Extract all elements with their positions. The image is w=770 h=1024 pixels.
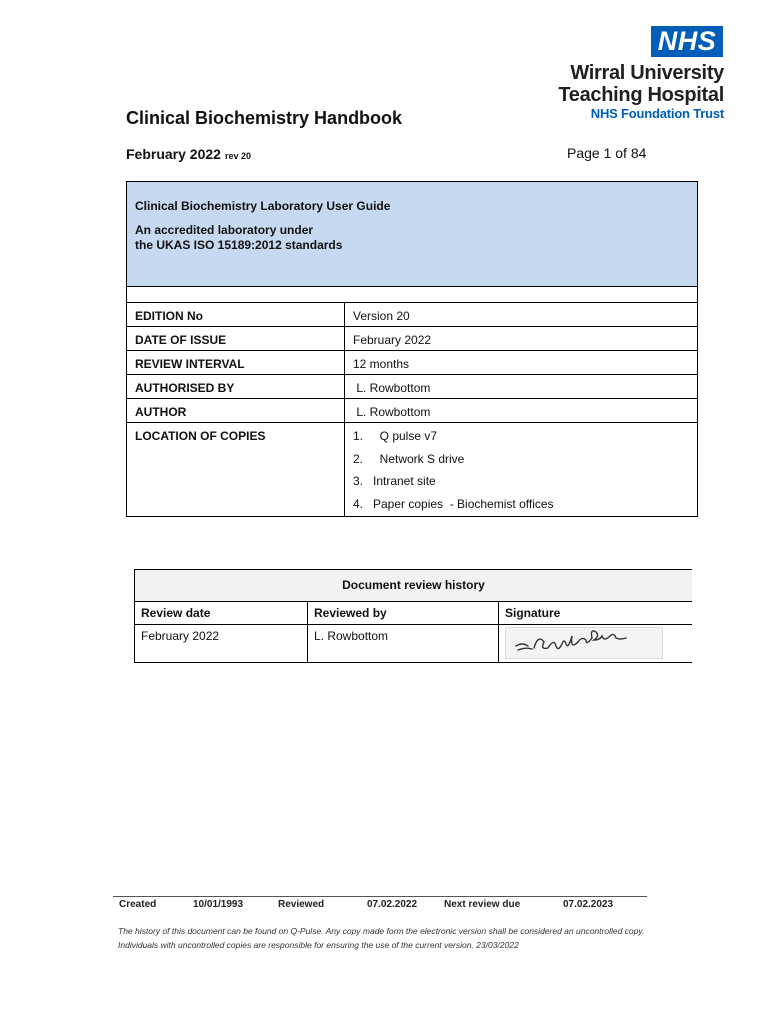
details-key: AUTHOR bbox=[127, 399, 345, 422]
document-details-table bbox=[126, 181, 698, 517]
organisation-name bbox=[558, 62, 724, 106]
spacer-row bbox=[127, 287, 697, 303]
details-row-location-of-copies bbox=[127, 423, 697, 516]
details-value: 12 months bbox=[353, 357, 410, 371]
next-review-label: Next review due bbox=[444, 899, 521, 910]
details-row-author bbox=[127, 399, 697, 423]
org-line-1: Wirral University bbox=[570, 62, 724, 84]
details-key: AUTHORISED BY bbox=[127, 375, 345, 398]
list-number: 1. bbox=[353, 429, 364, 443]
created-date: 10/01/1993 bbox=[193, 899, 244, 910]
list-number: 2. bbox=[353, 451, 364, 466]
review-history-table bbox=[134, 569, 692, 663]
signature-cell bbox=[499, 625, 692, 662]
list-text: Intranet site bbox=[373, 474, 436, 488]
details-row-authorised-by bbox=[127, 375, 697, 399]
guide-title: Clinical Biochemistry Laboratory User Guide bbox=[135, 199, 391, 213]
guide-header bbox=[127, 182, 697, 287]
reviewed-date: 07.02.2022 bbox=[367, 899, 418, 910]
details-row-edition bbox=[127, 303, 697, 327]
list-item bbox=[353, 452, 697, 475]
details-key: DATE OF ISSUE bbox=[127, 327, 345, 350]
details-row-review-interval bbox=[127, 351, 697, 375]
review-history-title: Document review history bbox=[135, 570, 692, 602]
review-history-header-row bbox=[135, 602, 692, 625]
location-list bbox=[353, 429, 697, 519]
list-item bbox=[353, 429, 697, 452]
location-list-cell bbox=[345, 423, 697, 516]
column-header-reviewed-by: Reviewed by bbox=[308, 602, 499, 624]
reviewed-label: Reviewed bbox=[278, 899, 325, 910]
details-value: February 2022 bbox=[353, 333, 432, 347]
trust-name: NHS Foundation Trust bbox=[590, 106, 724, 121]
details-key: LOCATION OF COPIES bbox=[127, 423, 345, 516]
column-header-review-date: Review date bbox=[135, 602, 308, 624]
review-date-cell: February 2022 bbox=[135, 625, 308, 662]
reviewer-cell: L. Rowbottom bbox=[308, 625, 499, 662]
accreditation-line-1: An accredited laboratory under bbox=[135, 223, 314, 237]
list-number: 4. bbox=[353, 496, 364, 511]
signature-image bbox=[505, 627, 663, 659]
list-number: 3. bbox=[353, 474, 364, 488]
details-row-date-of-issue bbox=[127, 327, 697, 351]
list-text: Network S drive bbox=[373, 451, 465, 466]
org-line-2: Teaching Hospital bbox=[558, 84, 724, 106]
table-row bbox=[135, 625, 692, 663]
document-title: Clinical Biochemistry Handbook bbox=[126, 108, 403, 128]
footer-divider bbox=[113, 896, 647, 897]
list-item bbox=[353, 497, 697, 520]
details-value: Version 20 bbox=[353, 309, 410, 323]
list-item bbox=[353, 474, 697, 497]
column-header-signature: Signature bbox=[505, 606, 561, 620]
page-number: Page 1 of 84 bbox=[567, 145, 647, 161]
document-date bbox=[126, 146, 251, 162]
issue-date: February 2022 bbox=[126, 146, 221, 162]
accreditation-line-2: the UKAS ISO 15189:2012 standards bbox=[135, 238, 343, 252]
next-review-date: 07.02.2023 bbox=[563, 899, 614, 910]
list-text: Q pulse v7 bbox=[373, 429, 438, 443]
list-text: Paper copies - Biochemist offices bbox=[373, 496, 554, 511]
details-key: EDITION No bbox=[127, 303, 345, 326]
handwritten-signature bbox=[506, 628, 662, 658]
footer-note: The history of this document can be found on Q-Pulse. Any copy made form the electronic version shall be considered an uncontrolled copy. Individuals with uncontrolled copies are responsible for ensuring the use of the current version. 23/03/2022 bbox=[118, 926, 645, 950]
nhs-logo: NHS bbox=[651, 26, 723, 57]
details-key: REVIEW INTERVAL bbox=[127, 351, 345, 374]
details-value: L. Rowbottom bbox=[353, 405, 431, 419]
details-value: L. Rowbottom bbox=[353, 381, 431, 395]
revision: rev 20 bbox=[224, 151, 251, 161]
created-label: Created bbox=[119, 899, 157, 910]
